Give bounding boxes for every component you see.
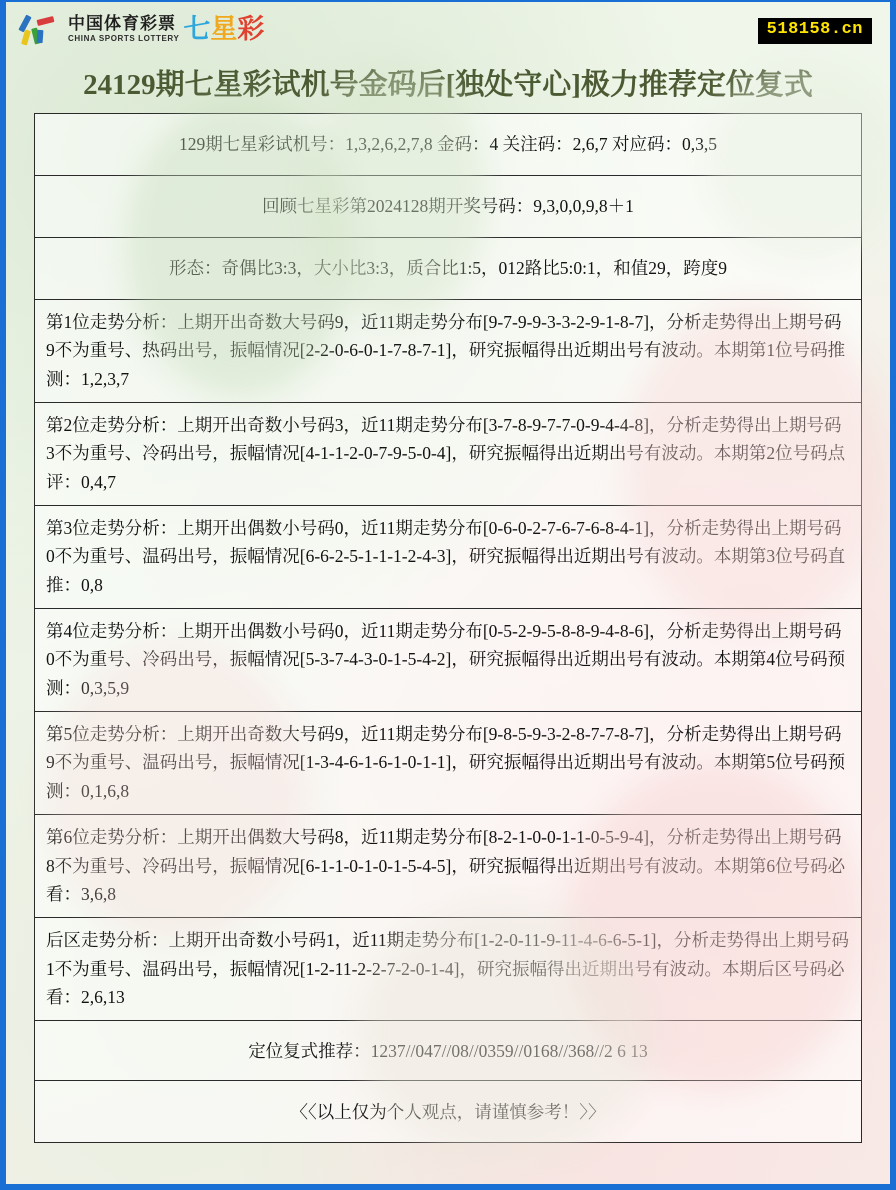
test-number-cell: 129期七星彩试机号：1,3,2,6,2,7,8 金码：4 关注码：2,6,7 对应码：0,3,5 bbox=[35, 114, 862, 176]
disclaimer-cell: 〈〈以上仅为个人观点，请谨慎参考！〉〉 bbox=[35, 1081, 862, 1143]
table-row bbox=[35, 176, 862, 238]
analysis-position-4: 第4位走势分析：上期开出偶数小号码0，近11期走势分布[0-5-2-9-5-8-8-9-4-8-6]，分析走势得出上期号码0不为重号、冷码出号，振幅情况[5-3-7-4-3-0-1-5-4-2]，研究振幅得出近期出号有波动。本期第4位号码预测：0,3,5,9 bbox=[35, 609, 862, 712]
analysis-position-2: 第2位走势分析：上期开出奇数小号码3，近11期走势分布[3-7-8-9-7-7-0-9-4-4-8]，分析走势得出上期号码3不为重号、冷码出号，振幅情况[4-1-1-2-0-7-9-5-0-4]，研究振幅得出近期出号有波动。本期第2位号码点评：0,4,7 bbox=[35, 403, 862, 506]
analysis-position-5: 第5位走势分析：上期开出奇数大号码9，近11期走势分布[9-8-5-9-3-2-8-7-7-8-7]，分析走势得出上期号码9不为重号、温码出号，振幅情况[1-3-4-6-1-6-1-0-1-1]，研究振幅得出近期出号有波动。本期第5位号码预测：0,1,6,8 bbox=[35, 712, 862, 815]
table-row bbox=[35, 1021, 862, 1081]
qixingcai-wordmark bbox=[183, 13, 265, 44]
table-row bbox=[35, 114, 862, 176]
table-row bbox=[35, 712, 862, 815]
table-row bbox=[35, 506, 862, 609]
brand-logo bbox=[20, 12, 878, 46]
analysis-position-1: 第1位走势分析：上期开出奇数大号码9，近11期走势分布[9-7-9-9-3-3-2-9-1-8-7]，分析走势得出上期号码9不为重号、热码出号，振幅情况[2-2-0-6-0-1-7-8-7-1]，研究振幅得出近期出号有波动。本期第1位号码推测：1,2,3,7 bbox=[35, 300, 862, 403]
page-title: 24129期七星彩试机号金码后[独处守心]极力推荐定位复式 bbox=[83, 69, 813, 101]
table-row bbox=[35, 300, 862, 403]
page-header bbox=[6, 2, 890, 60]
table-row bbox=[35, 815, 862, 918]
site-watermark: 518158.cn bbox=[758, 18, 872, 44]
wordmark-char-2: 星 bbox=[210, 13, 238, 44]
review-draw-cell: 回顾七星彩第2024128期开奖号码：9,3,0,0,9,8＋1 bbox=[35, 176, 862, 238]
table-row bbox=[35, 609, 862, 712]
table-row bbox=[35, 1081, 862, 1143]
wordmark-char-3: 彩 bbox=[237, 13, 265, 44]
table-row bbox=[35, 238, 862, 300]
brand-text bbox=[68, 15, 179, 43]
analysis-position-3: 第3位走势分析：上期开出偶数小号码0，近11期走势分布[0-6-0-2-7-6-7-6-8-4-1]，分析走势得出上期号码0不为重号、温码出号，振幅情况[6-6-2-5-1-1-1-2-4-3]，研究振幅得出近期出号有波动。本期第3位号码直推：0,8 bbox=[35, 506, 862, 609]
form-stats-cell: 形态：奇偶比3:3，大小比3:3，质合比1:5，012路比5:0:1，和值29，跨度9 bbox=[35, 238, 862, 300]
table-row bbox=[35, 918, 862, 1021]
analysis-table bbox=[34, 113, 862, 1143]
final-recommendation-cell: 定位复式推荐：1237//047//08//0359//0168//368//2 6 13 bbox=[35, 1021, 862, 1081]
analysis-back-zone: 后区走势分析：上期开出奇数小号码1，近11期走势分布[1-2-0-11-9-11-4-6-6-5-1]，分析走势得出上期号码1不为重号、温码出号，振幅情况[1-2-11-2-2-7-2-0-1-4]，研究振幅得出近期出号有波动。本期后区号码必看：2,6,13 bbox=[35, 918, 862, 1021]
wordmark-char-1: 七 bbox=[183, 13, 211, 44]
brand-name-cn: 中国体育彩票 bbox=[68, 14, 176, 33]
brand-name-en: CHINA SPORTS LOTTERY bbox=[68, 34, 180, 43]
content-table-wrapper bbox=[6, 113, 890, 1143]
analysis-position-6: 第6位走势分析：上期开出偶数大号码8，近11期走势分布[8-2-1-0-0-1-1-0-5-9-4]，分析走势得出上期号码8不为重号、冷码出号，振幅情况[6-1-1-0-1-0-1-5-4-5]，研究振幅得出近期出号有波动。本期第6位号码必看：3,6,8 bbox=[35, 815, 862, 918]
table-row bbox=[35, 403, 862, 506]
china-sports-lottery-icon bbox=[20, 12, 62, 46]
